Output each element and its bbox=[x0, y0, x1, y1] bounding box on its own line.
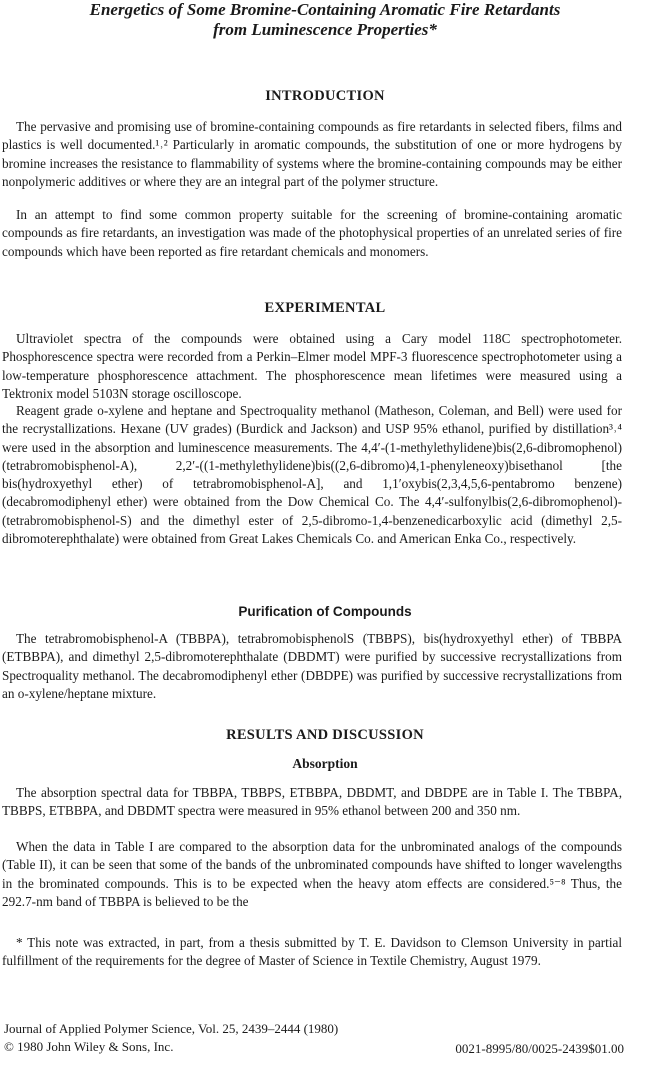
copyright-line: © 1980 John Wiley & Sons, Inc. bbox=[4, 1039, 174, 1054]
experimental-heading: EXPERIMENTAL bbox=[264, 300, 386, 316]
experimental-paragraph-1: Ultraviolet spectra of the compounds were obtained using a Cary model 118C spectrophotometer. Phosphorescence spectra were recorded from a Perkin–Elmer model MPF-3 fluorescence spectrophotometer using a low-temperature phosphorescence attachment. The phosphorescence mean lifetimes were measured using a Tektronix model 5103N storage oscilloscope. bbox=[2, 331, 622, 401]
absorption-subheading: Absorption bbox=[292, 756, 358, 771]
article-code: 0021-8995/80/0025-2439$01.00 bbox=[455, 1041, 624, 1056]
footnote: * This note was extracted, in part, from a thesis submitted by T. E. Davidson to Clemson University in partial fulfillment of the requirements for the degree of Master of Science in Textile Chemistry, August 1979. bbox=[2, 935, 622, 968]
paper-title-line-2: from Luminescence Properties* bbox=[213, 20, 437, 39]
purification-paragraph: The tetrabromobisphenol-A (TBBPA), tetrabromobisphenolS (TBBPS), bis(hydroxyethyl ether) of TBBPA (ETBBPA), and dimethyl 2,5-dibromoterephthalate (DBDMT) were purified by successive recrystallizations from Spectroquality methanol. The decabromodiphenyl ether (DBDPE) was purified by successive recrystallizations from an o-xylene/heptane mixture. bbox=[2, 631, 622, 701]
journal-citation: Journal of Applied Polymer Science, Vol. 25, 2439–2444 (1980) bbox=[4, 1021, 339, 1036]
results-heading: RESULTS AND DISCUSSION bbox=[226, 727, 424, 743]
experimental-paragraph-2: Reagent grade o-xylene and heptane and Spectroquality methanol (Matheson, Coleman, and Bell) were used for the recrystallizations. Hexane (UV grades) (Burdick and Jackson) and USP 95% ethanol, purified by distillation³˒⁴ were used in the absorption and luminescence measurements. The 4,4′-(1-methylethylidene)bis(2,6-dibromophenol)(tetrabromobisphenol-A), 2,2′-((1-methylethylidene)bis((2,6-dibromo)4,1-phenyleneoxy)bisethanol [the bis(hydroxyethyl ether) of tetrabromobisphenol-A], and 1,1′oxybis(2,3,4,5,6-pentabromo benzene) (decabromodiphenyl ether) were obtained from the Dow Chemical Co. The 4,4′-sulfonylbis(2,6-dibromophenol)-(tetrabromobisphenol-S) and the dimethyl ester of 2,5-dibromo-1,4-benzenedicarboxylic acid (dimethyl 2,5-dibromoterephthalate) were obtained from Great Lakes Chemicals Co. and American Enka Co., respectively. bbox=[2, 403, 622, 547]
introduction-paragraph-2: In an attempt to find some common property suitable for the screening of bromine-containing aromatic compounds as fire retardants, an investigation was made of the photophysical properties of an unrelated series of fire compounds which have been reported as fire retardant chemicals and monomers. bbox=[2, 207, 622, 259]
introduction-paragraph-1: The pervasive and promising use of bromine-containing compounds as fire retardants in selected fibers, films and plastics is well documented.¹˒² Particularly in aromatic compounds, the substitution of one or more hydrogens by bromine increases the resistance to flammability of systems where the bromine-containing compounds may be either nonpolymeric additives or where they are an integral part of the polymer structure. bbox=[2, 119, 622, 189]
paper-title-line-1: Energetics of Some Bromine-Containing Aromatic Fire Retardants bbox=[89, 0, 561, 19]
introduction-heading: INTRODUCTION bbox=[265, 88, 385, 104]
purification-heading: Purification of Compounds bbox=[238, 604, 412, 619]
results-paragraph-1: The absorption spectral data for TBBPA, TBBPS, ETBBPA, DBDMT, and DBDPE are in Table I. The TBBPA, TBBPS, ETBBPA, and DBDMT spectra were measured in 95% ethanol between 200 and 350 nm. bbox=[2, 785, 622, 819]
results-paragraph-2: When the data in Table I are compared to the absorption data for the unbrominated analogs of the compounds (Table II), it can be seen that some of the bands of the unbrominated compounds have shifted to longer wavelengths in the brominated compounds. This is to be expected when the heavy atom effects are considered.⁵⁻⁸ Thus, the 292.7-nm band of TBBPA is believed to be the bbox=[2, 839, 622, 909]
